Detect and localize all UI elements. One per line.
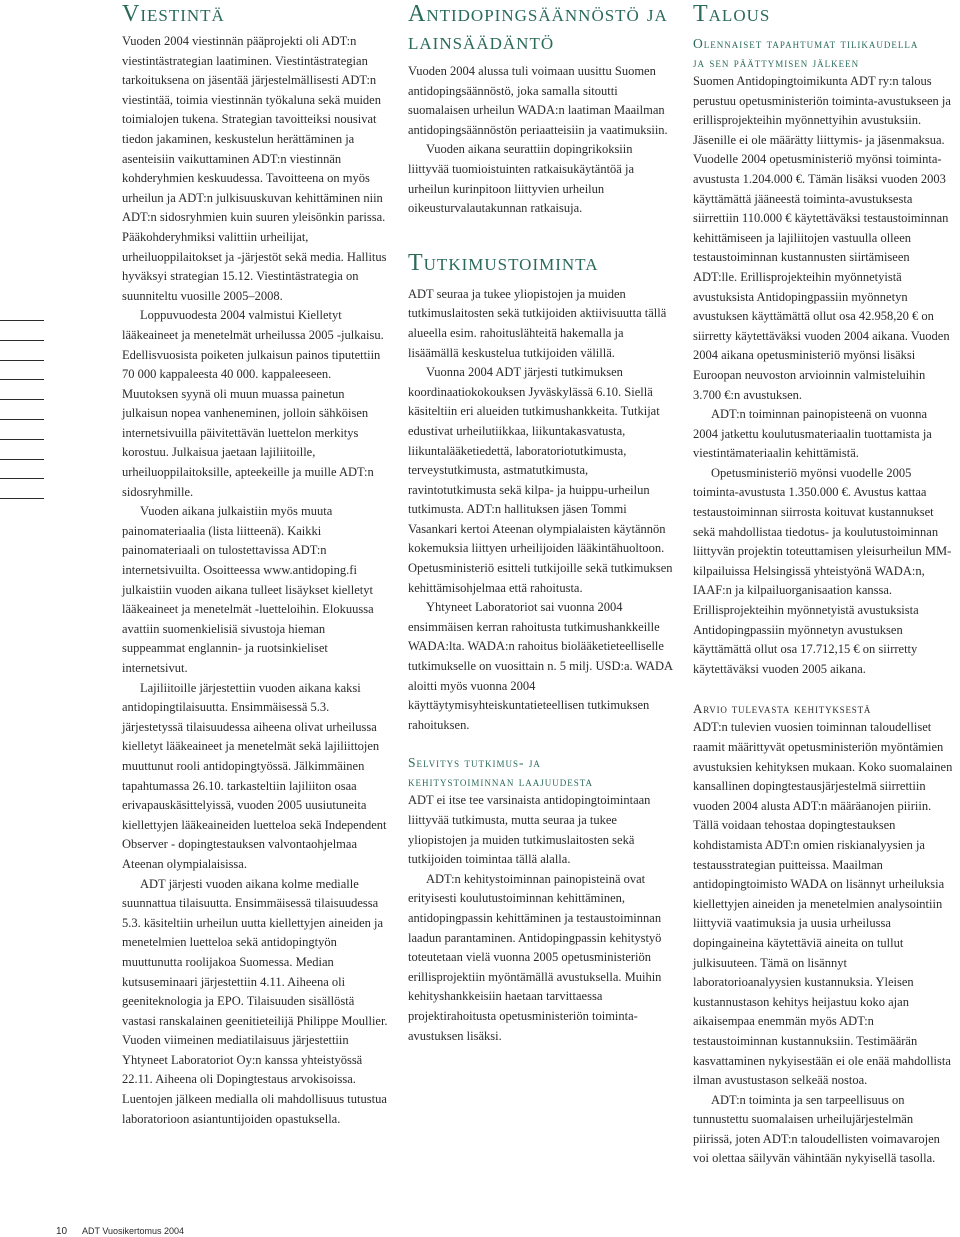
- margin-rule-marks: [0, 320, 44, 518]
- paragraph: Loppuvuodesta 2004 valmistui Kielletyt lääkeaineet ja menetelmät urheilussa 2005 -julkaisu. Edellisvuosista poiketen julkaisun painos tiputettiin 70 000 kappaleesta 40 000. kappaleeseen. Muutoksen syynä oli muun muassa painetun julkaisun nopea vanheneminen, jolloin sähköisen internetsivuilla päivitettävän luettelon merkitys korostuu. Julkaisua jaetaan lajiliitoille, urheiluoppilaitoksille, apteekeille ja muille ADT:n sidosryhmille.: [122, 308, 384, 499]
- paragraph: ADT:n toiminnan painopisteenä on vuonna 2004 jatkettu koulutusmateriaalin tuottamista ja viestintämateriaalin kehittämistä.: [693, 407, 932, 461]
- subsection-title-arvio: Arvio tulevasta kehityksestä: [693, 701, 872, 717]
- footer-text: ADT Vuosikertomus 2004: [82, 1226, 185, 1236]
- paragraph: Vuoden 2004 alussa tuli voimaan uusittu Suomen antidopingsäännöstö, joka samalla sitoutti suomalaisen urheilun WADA:n laatiman Maailman antidopingsäännöstön periaatteisiin ja vaatimuksiin.: [408, 64, 668, 137]
- column-talous: [693, 0, 955, 1169]
- section-title-antidoping-line2: lainsäädäntö: [408, 29, 555, 55]
- subsection-title-selvitys-line2: kehitystoiminnan laajuudesta: [408, 774, 593, 790]
- paragraph: Vuoden aikana seurattiin dopingrikoksiin liittyvää tuomioistuinten ratkaisukäytäntöä ja urheilun kurinpitoon liittyvien urheilun oikeusturvalautakunnan ratkaisuja.: [408, 142, 634, 216]
- paragraph: Suomen Antidopingtoimikunta ADT ry:n talous perustuu opetusministeriön toiminta-avustukseen ja erillisprojekteihin myönnettyihin avustuksiin. Jäsenille ei ole määrätty liittymis- ja jäsenmaksua. Vuodelle 2004 opetusministeriö myönsi toiminta-avustusta 1.204.000 €. Tämän lisäksi vuoden 2003 käyttämättä jääneestä toiminta-avustuksesta siirrettiin 110.000 € käytettäväksi testaustoiminnan kehittämiseen ja lajiliitojen vastuulla olleen testaustoiminnan kustannusten siirtämiseen ADT:lle. Erillisprojekteihin myönnetyistä avustuksista Antidopingpassiin myönnetyn avustuksen käyttämättä ollut osa 42.958,20 € on siirretty käytettäväksi vuoden 2004 aikana. Vuoden 2004 aikana opetusministeriö myönsi lisäksi Euroopan neuvoston arvioinnin valmisteluihin 3.700 €:n avustuksen.: [693, 74, 951, 402]
- section-title-viestinta: Viestintä: [122, 1, 225, 27]
- page-footer: [56, 1226, 184, 1237]
- page-number: 10: [56, 1226, 68, 1237]
- paragraph: Yhtyneet Laboratoriot sai vuonna 2004 ensimmäisen kerran rahoitusta tutkimushankkeille WADA:lta. WADA:n rahoitus biolääketieteelliselle tutkimukselle on vuosittain n. 5 milj. USD:a. WADA aloitti myös vuonna 2004 käyttäytymisyhteiskuntatieteellisen tutkimuksen rahoituksen.: [408, 600, 673, 732]
- paragraph: Vuoden 2004 viestinnän pääprojekti oli ADT:n viestintästrategian laatiminen. Viestintästrategian tarkoituksena on jäsentää järjestelmällisesti ADT:n viestintää, toimia viestinnän työkaluna sekä muiden toimialojen tukena. Strategian tavoitteiksi nousivat tiedon jakaminen, keskustelun herättäminen ja asenteisiin vaikuttaminen ADT:n viestinnän kohderyhmien keskuudessa. Tavoitteena on myös urheilun ja ADT:n julkisuuskuvan kehittäminen niin ADT:n sidosryhmien kuin suuren yleisönkin parissa. Pääkohderyhmiksi valittiin urheilijat, urheiluoppilaitokset ja -järjestöt sekä media. Hallitus hyväksyi strategian 15.12. Viestintästrategia on suunniteltu vuosille 2005–2008.: [122, 34, 387, 303]
- subsection-title-olennaiset-line1: Olennaiset tapahtumat tilikaudella: [693, 36, 919, 51]
- column-antidoping: [408, 0, 676, 1046]
- paragraph: ADT:n kehitystoiminnan painopisteinä ovat erityisesti koulutustoiminnan kehittäminen, antidopingpassin kehittäminen ja testaustoiminnan laadun parantaminen. Antidopingpassin kehitystyö toteutetaan vielä vuonna 2005 opetusministeriön erillisprojektiin myöntämällä avustuksella. Muihin kehityshankkeisiin haetaan tarvittaessa projektirahoitusta opetusministeriön toiminta-avustuksen lisäksi.: [408, 871, 662, 1043]
- subsection-title-olennaiset-line2: ja sen päättymisen jälkeen: [693, 55, 860, 70]
- paragraph: Vuonna 2004 ADT järjesti tutkimuksen koordinaatiokokouksen Jyväskylässä 6.10. Siellä käsiteltiin eri alueiden tutkimushankkeita. Tutkijat edustivat urheilutiikkaa, liikuntakasvatusta, liikuntalääketiedettä, laboratoriotutkimusta, terveystutkimusta, astmatutkimusta, ravintotutkimusta sekä kilpa- ja huippu-urheilun tutkimusta. ADT:n hallituksen jäsen Tommi Vasankari kertoi Ateenan olympialaisten käytännön kokemuksia liittyen urheilijoiden lääkintähuoltoon. Opetusministeriö esitteli tutkijoille sekä tutkimuksen kehittämisohjelmaa että rahoitusta.: [408, 365, 673, 595]
- column-viestinta: [122, 0, 390, 1129]
- section-title-tutkimustoiminta: Tutkimustoiminta: [408, 249, 599, 276]
- paragraph: ADT ei itse tee varsinaista antidopingtoimintaan liittyvää tutkimusta, mutta seuraa ja tukee yliopistojen ja muiden tutkimuslaitosten sekä tutkijoiden toimintaa tällä alalla.: [408, 793, 651, 867]
- paragraph: Vuoden aikana julkaistiin myös muuta painomateriaalia (lista liitteenä). Kaikki painomateriaali on tulostettavissa ADT:n internetsivuilta. Osoitteessa www.antidoping.fi julkaistiin vuoden aikana tulleet lisäykset kielletyt lääkeaineet ja menetelmät -luetteloihin. Elokuussa avattiin suomenkielisiä sivustoja hieman suppeammat englannin- ja ruotsinkieliset internetsivut.: [122, 504, 374, 675]
- paragraph: Lajiliitoille järjestettiin vuoden aikana kaksi antidopingtilaisuutta. Ensimmäisessä 5.3. järjestetyssä tilaisuudessa aiheena olivat urheilussa kielletyt lääkeaineet ja menetelmät sekä lajiliittojen muuttunut rooli antidopingtyössä. Jälkimmäinen tapahtumassa 26.10. tarkasteltiin lajiliiton osaa erivapauskäsittelyissä, vuoden 2005 uusiutuneita kiellettyjen lääkeaineiden luetteloa sekä Independent Observer - dopingtestauksen valvontaohjelmaa Ateenan olympialaisissa.: [122, 680, 387, 871]
- subsection-title-selvitys-line1: Selvitys tutkimus- ja: [408, 755, 541, 771]
- paragraph: ADT:n tulevien vuosien toiminnan taloudelliset raamit määrittyvät opetusministeriön myöntämien avustuksien kehityksen mukaan. Koko suomalainen kansallinen dopingtestausjärjestelmä siirrettiin vuoden 2004 alusta ADT:n määräanojen piiriin. Tällä voidaan tehostaa dopingtestauksen kohdistamista ADT:n omien riskianalyysien ja testausstrategian puitteissa. Maailman antidopingtoimisto WADA on lisännyt urheiluksia kiellettyjen aineiden ja menetelmien analysointiin liittyviä vaatimuksia ja uusia urheilussa dopingaineina käytettäviä aineita on tullut julkisuuteen. Tämä on lisännyt laboratorioanalyysien kustannuksia. Yleisen kustannustason kehitys heijastuu koko ajan aikaisempaa enemmän myös ADT:n testaustoiminnan kustannuksiin. Testimäärän kasvattaminen nykyisestään ei ole enää mahdollista ilman avustustason selkeää nostoa.: [693, 720, 953, 1088]
- paragraph: ADT järjesti vuoden aikana kolme medialle suunnattua tilaisuutta. Ensimmäisessä tilaisuudessa 5.3. käsiteltiin urheilun uutta kiellettyjen aineiden ja menetelmien luetteloa sekä antidopingtyön muuttunutta roolijakoa Suomessa. Median kutsuseminaari järjestettiin 4.11. Aiheena oli geeniteknologia ja EPO. Tilaisuuden sisällöstä vastasi ranskalainen geenitieteilijä Philippe Moullier. Vuoden viimeinen mediatilaisuus järjestettiin Yhtyneet Laboratoriot Oy:n kanssa yhteistyössä 22.11. Aiheena oli Dopingtestaus arvokisoissa. Luentojen jälkeen medialla oli mahdollisuus tutustua laboratorioon asiantuntijoiden opastuksella.: [122, 876, 388, 1126]
- paragraph: ADT:n toiminta ja sen tarpeellisuus on tunnustettu suomalaisen urheilujärjestelmän piirissä, joten ADT:n taloudellisten voimavarojen voi olettaa säilyvän vähintään nykyisellä tasolla.: [693, 1092, 940, 1166]
- paragraph: Opetusministeriö myönsi vuodelle 2005 toiminta-avustusta 1.350.000 €. Avustus kattaa testaustoiminnan siirrosta koituvat kustannukset sekä mahdollistaa tiedotus- ja koulutustoiminnan liittyvän projektin toteuttamisen yleisurheilun MM-kilpailuissa Helsingissä yhteistyönä WADA:n, IAAF:n ja kilpailuorganisaation kanssa. Erillisprojekteihin myönnetyistä avustuksista Antidopingpassiin myönnetyn avustuksen käyttämättä ollut osa 17.712,15 € on siirretty käytettäväksi vuoden 2005 aikana.: [693, 465, 952, 676]
- section-title-antidoping-line1: Antidopingsäännöstö ja: [408, 1, 668, 27]
- section-title-talous: Talous: [693, 1, 771, 27]
- paragraph: ADT seuraa ja tukee yliopistojen ja muiden tutkimuslaitosten sekä tutkijoiden aktiivisuutta tällä alueella esim. rahoituslähteitä hakemalla ja lisäämällä keskustelua tutkijoiden välillä.: [408, 286, 667, 360]
